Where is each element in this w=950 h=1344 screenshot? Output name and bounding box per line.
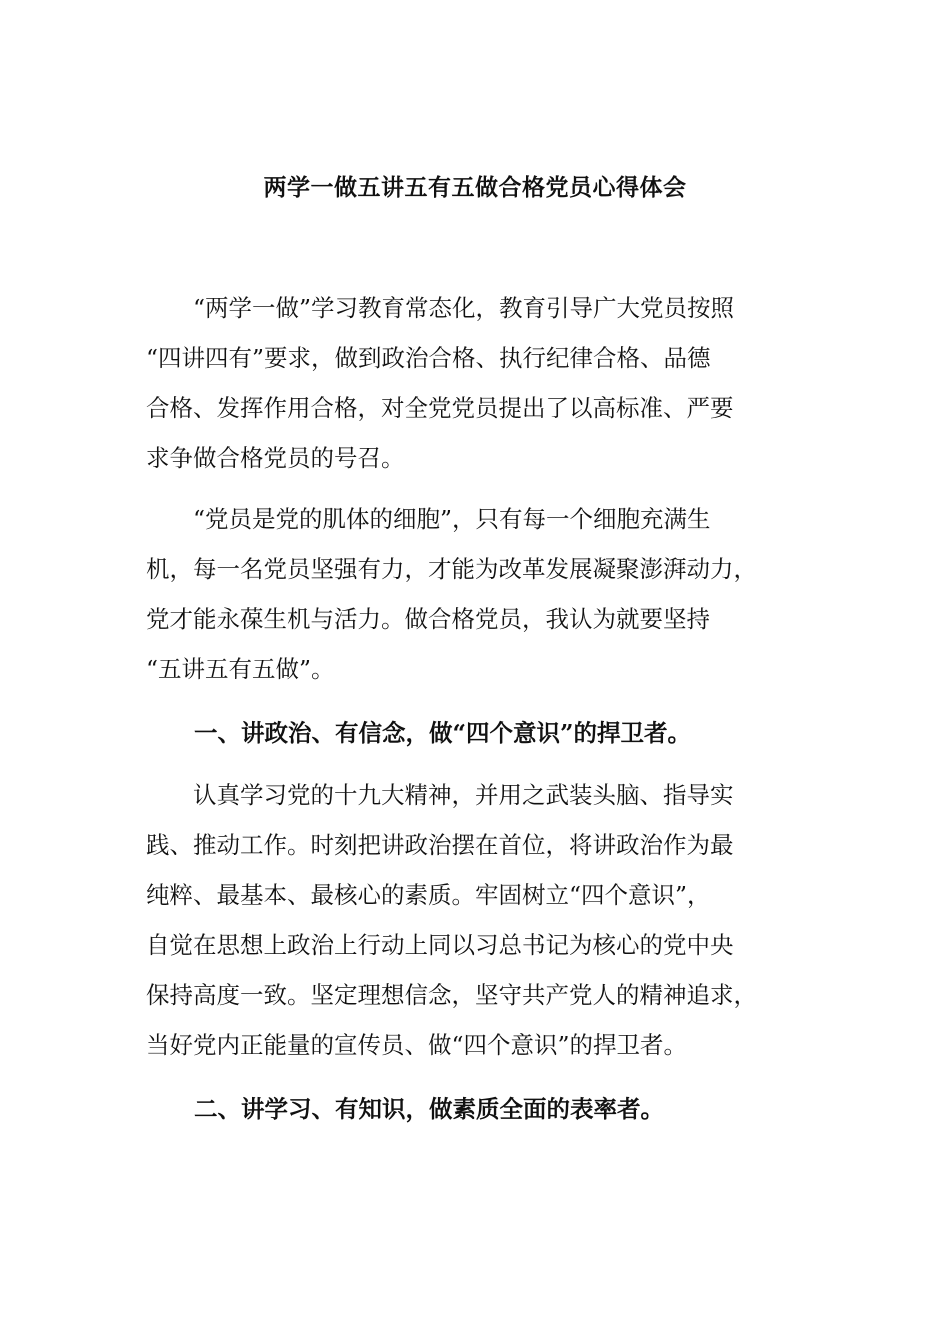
paragraph-line: 认真学习党的十九大精神，并用之武装头脑、指导实 [146,781,734,809]
paragraph-line: 机，每一名党员坚强有力，才能为改革发展凝聚澎湃动力， [146,555,757,583]
paragraph-line: 当好党内正能量的宣传员、做“四个意识”的捍卫者。 [146,1031,688,1059]
paragraph-intro [146,283,806,483]
paragraph-line: 保持高度一致。坚定理想信念，坚守共产党人的精神追求， [146,981,757,1009]
paragraph-line: 求争做合格党员的号召。 [146,444,405,472]
paragraph-line: 自觉在思想上政治上行动上同以习总书记为核心的党中央 [146,931,734,959]
document-title: 两学一做五讲五有五做合格党员心得体会 [263,174,687,201]
paragraph-line: “五讲五有五做”。 [146,655,335,683]
paragraph-line: “两学一做”学习教育常态化，教育引导广大党员按照 [146,294,735,322]
paragraph-line: 合格、发挥作用合格，对全党党员提出了以高标准、严要 [146,394,734,422]
paragraph-line: 党才能永葆生机与活力。做合格党员，我认为就要坚持 [146,605,710,633]
paragraph-line: 纯粹、最基本、最核心的素质。牢固树立“四个意识”， [146,881,711,909]
paragraph-cell-metaphor [146,494,806,694]
paragraph-line: “四讲四有”要求，做到政治合格、执行纪律合格、品德 [146,344,711,372]
paragraph-line: 践、推动工作。时刻把讲政治摆在首位，将讲政治作为最 [146,831,734,859]
section-heading-1: 一、讲政治、有信念，做“四个意识”的捍卫者。 [194,719,692,747]
paragraph-section-1 [146,770,806,1070]
section-heading-2: 二、讲学习、有知识，做素质全面的表率者。 [194,1095,664,1123]
paragraph-line: “党员是党的肌体的细胞”，只有每一个细胞充满生 [146,505,711,533]
